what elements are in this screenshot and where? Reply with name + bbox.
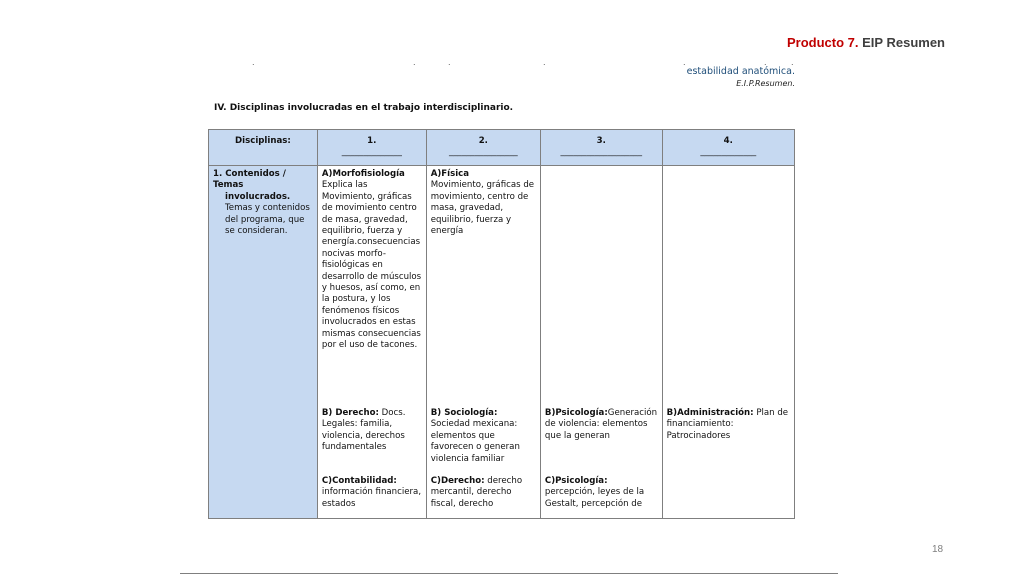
topic-c: [431, 476, 536, 510]
header-discipline-2: [426, 130, 540, 166]
header-disciplinas: [209, 130, 318, 166]
fragment-source: E.I.P.Resumen.: [736, 79, 795, 88]
topic-text: Movimiento, gráficas de movimiento, centro de masa, gravedad, equilibrio, fuerza y energía: [430, 180, 535, 237]
topic-b: [545, 408, 658, 442]
topic-b: [431, 408, 536, 465]
topic-title: C)Derecho:: [430, 476, 485, 486]
header-blank: ______________: [341, 147, 402, 158]
cell-discipline-2: [426, 166, 540, 519]
topic-text: Generación de violencia: elementos que la generan: [544, 408, 658, 441]
cutoff-dot: .: [683, 58, 686, 67]
row-label-contenidos: [209, 166, 318, 519]
header-discipline-4: [662, 130, 794, 166]
topic-title: B)Administración:: [666, 408, 754, 418]
topic-c: [322, 476, 422, 510]
topic-title: B)Psicología:: [544, 408, 608, 418]
topic-text: Plan de financiamiento: Patrocinadores: [666, 408, 789, 441]
slide-title-product: Producto 7.: [787, 35, 859, 50]
cell-discipline-4: [662, 166, 794, 519]
disciplines-table: [208, 129, 795, 519]
header-label: 2.: [478, 136, 488, 146]
topic-title: A)Morfofisiología: [321, 169, 405, 179]
topic-title: C)Contabilidad:: [321, 476, 397, 486]
topic-b: [322, 408, 422, 454]
section-heading: IV. Disciplinas involucradas en el trabajo interdisciplinario.: [214, 103, 514, 113]
cutoff-dot: .: [543, 58, 546, 67]
topic-title: B) Derecho:: [321, 408, 379, 418]
header-label: 1.: [367, 136, 377, 146]
topic-a: [322, 169, 422, 352]
topic-text: Sociedad mexicana: elementos que favorecen o generan violencia familiar: [430, 419, 520, 464]
slide-title-section: EIP Resumen: [862, 35, 945, 50]
cutoff-dot: .: [448, 58, 451, 67]
topic-b: [667, 408, 790, 442]
row-label-line: Temas: [213, 180, 244, 191]
header-blank: ________________: [448, 147, 518, 158]
footer-divider: [180, 573, 838, 574]
cell-discipline-3: [540, 166, 662, 519]
previous-table-fragment: [687, 66, 795, 88]
cutoff-dot: .: [413, 58, 416, 67]
header-label: 4.: [723, 136, 733, 146]
cutoff-dot: .: [252, 58, 255, 67]
header-blank: ___________________: [560, 147, 643, 158]
row-label-line: 1. Contenidos /: [213, 169, 286, 179]
page-number: 18: [932, 544, 944, 555]
row-label-line: involucrados.: [225, 191, 291, 202]
topic-text: derecho mercantil, derecho fiscal, derecho: [430, 476, 523, 509]
fragment-text: estabilidad anatómica.: [686, 66, 795, 77]
topic-title: B) Sociología:: [430, 408, 498, 418]
topic-text: Explica las Movimiento, gráficas de movimiento centro de masa, gravedad, equilibrio, fuerza y energía.consecuencias nocivas morfo-fisiológicas en desarrollo de músculos y huesos, así como, en la postura, y los fenómenos físicos involucrados en estas mismas consecuencias por el uso de tacones.: [321, 180, 422, 351]
topic-text: Docs. Legales: familia, violencia, derechos fundamentales: [321, 408, 406, 453]
header-discipline-1: [317, 130, 426, 166]
topic-text: información financiera, estados: [321, 487, 422, 509]
header-label: Disciplinas:: [235, 136, 291, 146]
cell-discipline-1: [317, 166, 426, 519]
row-label-description: Temas y contenidos del programa, que se consideran.: [225, 203, 310, 237]
table-row: [209, 166, 795, 519]
cutoff-dot: .: [764, 58, 767, 67]
topic-title: A)Física: [430, 169, 470, 179]
slide-title: [787, 35, 945, 50]
topic-c: [545, 476, 658, 510]
topic-text: percepción, leyes de la Gestalt, percepción de: [544, 487, 645, 509]
header-discipline-3: [540, 130, 662, 166]
cutoff-dot: .: [791, 58, 794, 67]
header-blank: _____________: [700, 147, 757, 158]
topic-title: C)Psicología:: [544, 476, 608, 486]
table-header-row: [209, 130, 795, 166]
topic-a: [431, 169, 536, 237]
header-label: 3.: [596, 136, 606, 146]
